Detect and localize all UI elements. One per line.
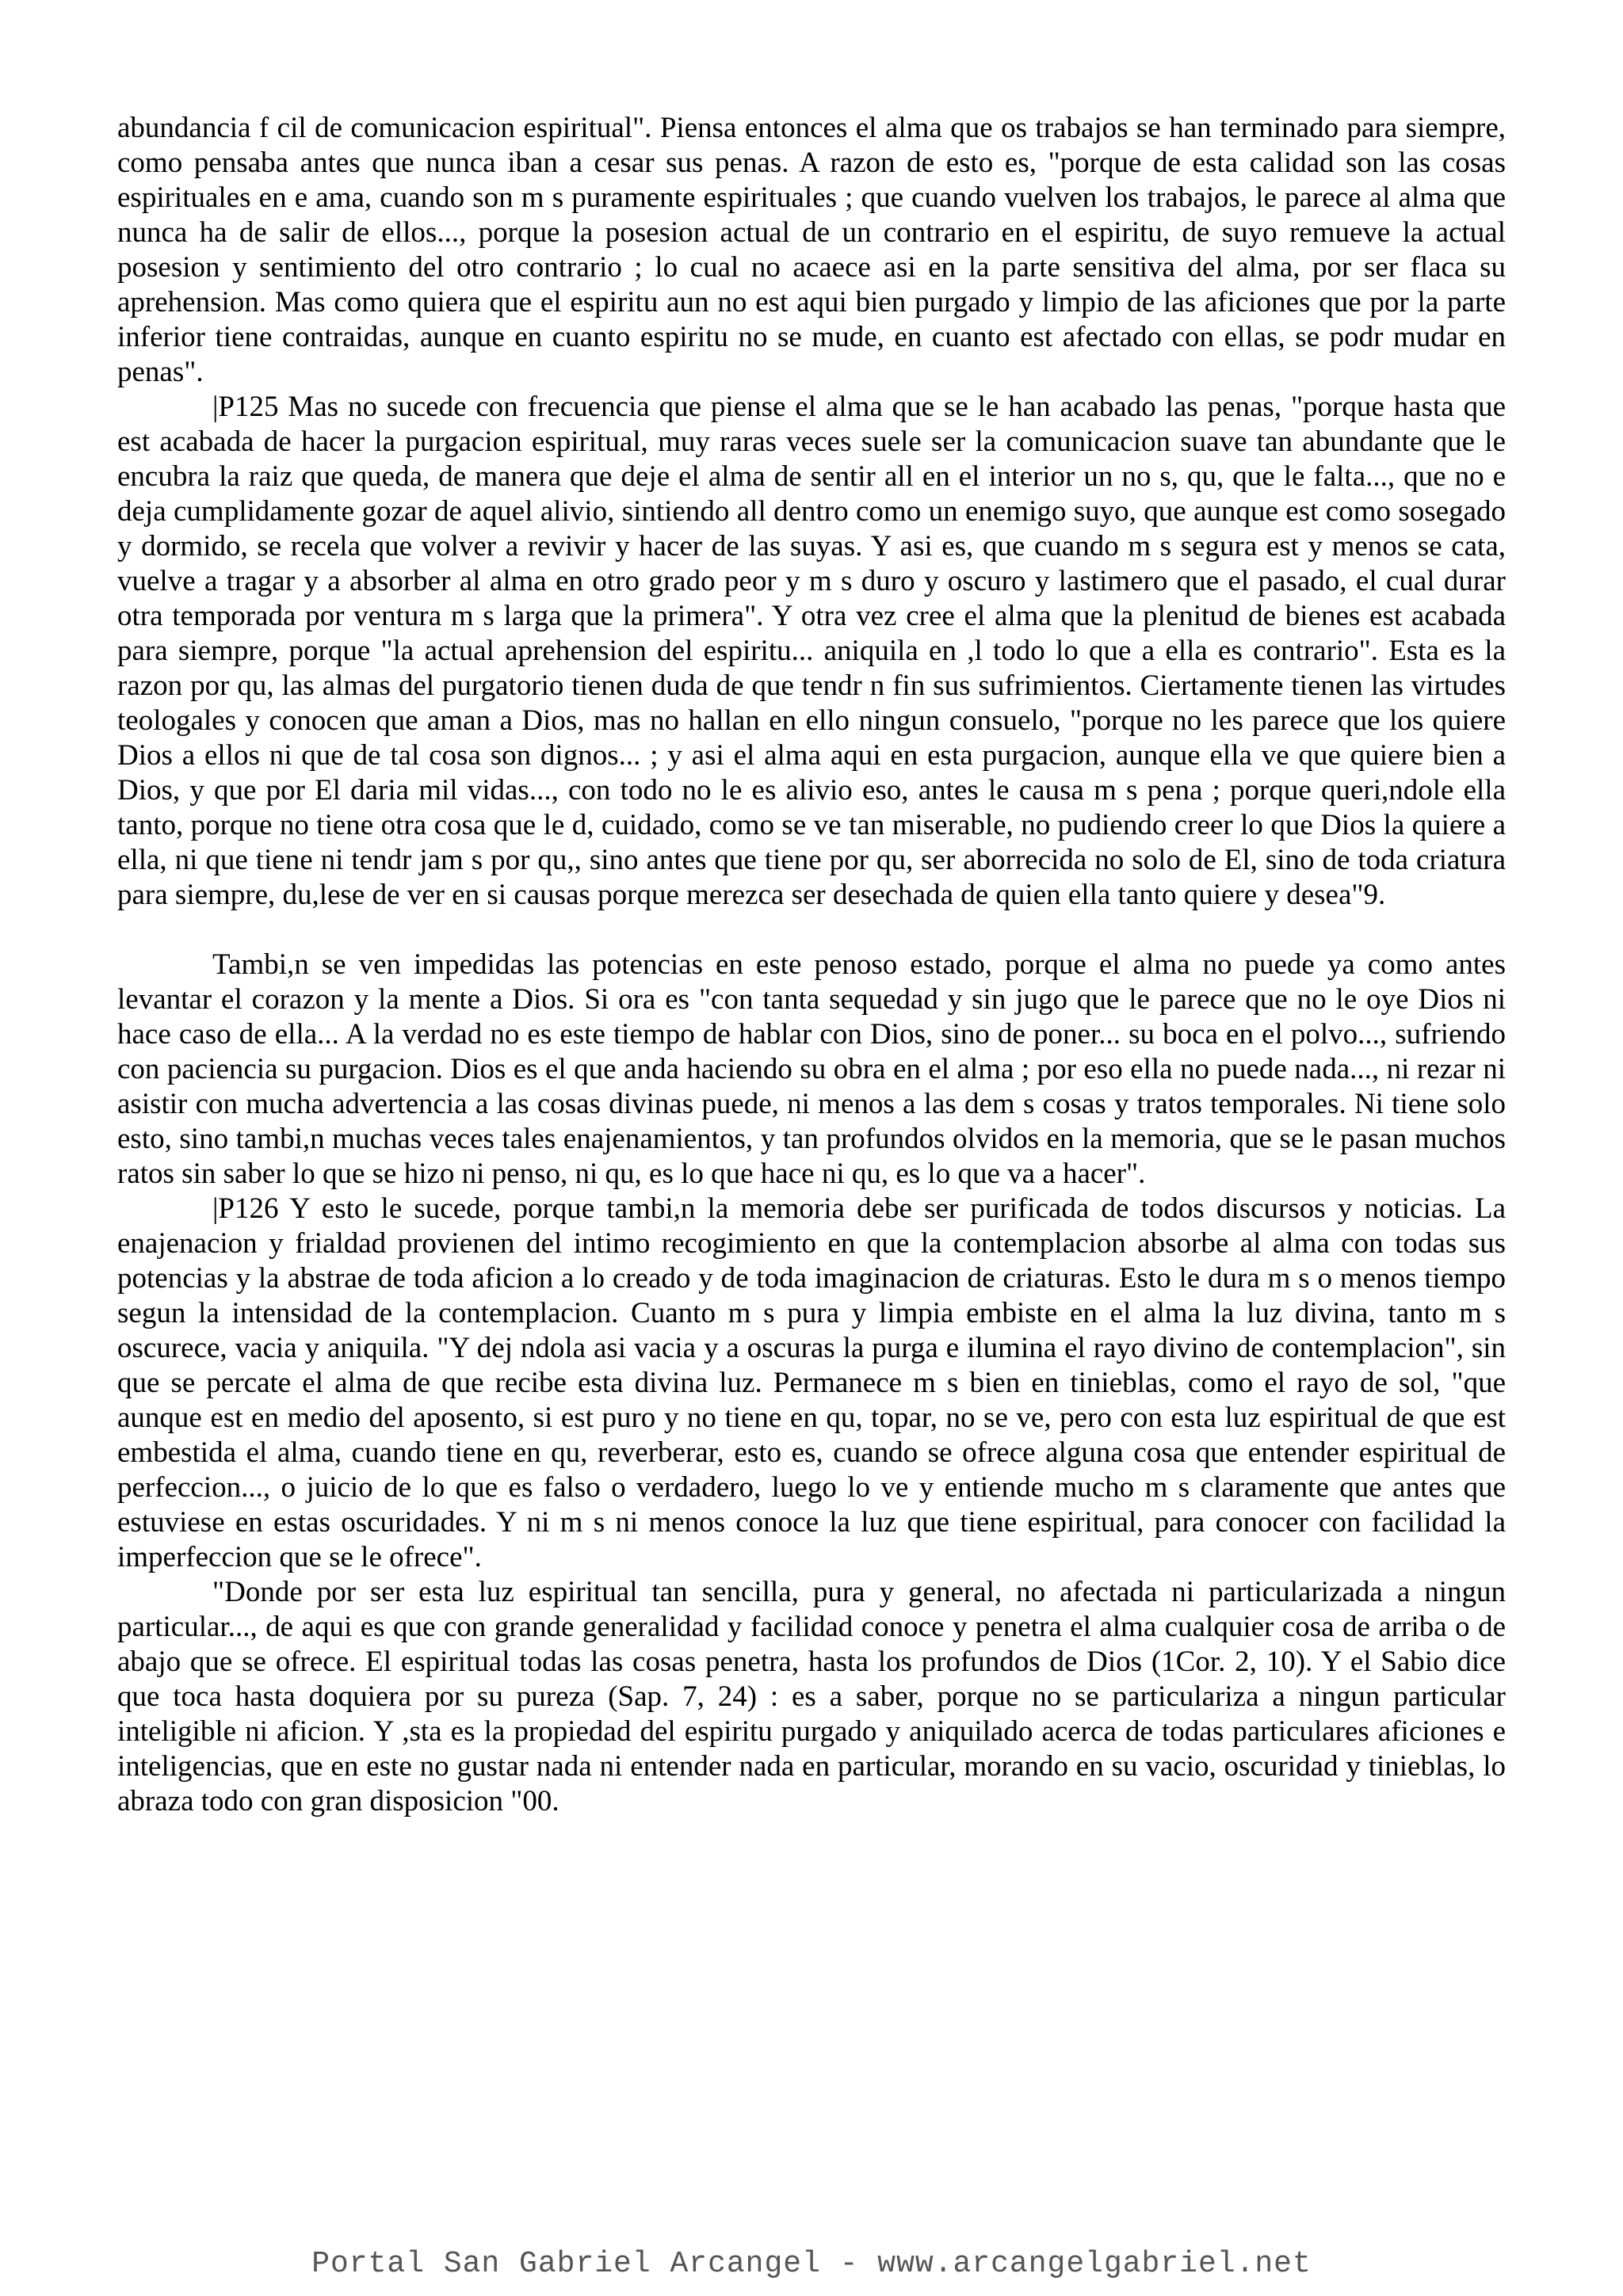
paragraph-p126: |P126 Y esto le sucede, porque tambi,n la memoria debe ser purificada de todos discursos y noticias. La enajenacion y frialdad provienen del intimo recogimiento en que la contemplacion absorbe al alma con todas sus potencias y la abstrae de toda aficion a lo creado y de toda imaginacion de criaturas. Esto le dura m s o menos tiempo segun la intensidad de la contemplacion. Cuanto m s pura y limpia embiste en el alma la luz divina, tanto m s oscurece, vacia y aniquila. "Y dej ndola asi vacia y a oscuras la purga e ilumina el rayo divino de contemplacion", sin que se percate el alma de que recibe esta divina luz. Permanece m s bien en tinieblas, como el rayo de sol, "que aunque est en medio del aposento, si est puro y no tiene en qu, topar, no se ve, pero con esta luz espiritual de que est embestida el alma, cuando tiene en qu, reverberar, esto es, cuando se ofrece alguna cosa que entender espiritual de perfeccion..., o juicio de lo que es falso o verdadero, luego lo ve y entiende mucho m s claramente que antes que estuviese en estas oscuridades. Y ni m s ni menos conoce la luz que tiene espiritual, para conocer con facilidad la imperfeccion que se le ofrece".: [117, 1192, 1506, 1573]
page-footer: Portal San Gabriel Arcangel - www.arcangelgabriel.net: [311, 2247, 1312, 2281]
paragraph-continuation: abundancia f cil de comunicacion espiritual". Piensa entonces el alma que os trabajos se han terminado para siempre, como pensaba antes que nunca iban a cesar sus penas. A razon de esto es, "porque de esta calidad son las cosas espirituales en e ama, cuando son m s puramente espirituales ; que cuando vuelven los trabajos, le parece al alma que nunca ha de salir de ellos..., porque la posesion actual de un contrario en el espiritu, de suyo remueve la actual posesion y sentimiento del otro contrario ; lo cual no acaece asi en la parte sensitiva del alma, por ser flaca su aprehension. Mas como quiera que el espiritu aun no est aqui bien purgado y limpio de las aficiones que por la parte inferior tiene contraidas, aunque en cuanto espiritu no se mude, en cuanto est afectado con ellas, se podr mudar en penas".: [117, 112, 1506, 388]
paragraph-p125: |P125 Mas no sucede con frecuencia que piense el alma que se le han acabado las penas, "porque hasta que est acabada de hacer la purgacion espiritual, muy raras veces suele ser la comunicacion suave tan abundante que le encubra la raiz que queda, de manera que deje el alma de sentir all en el interior un no s, qu, que le falta..., que no e deja cumplidamente gozar de aquel alivio, sintiendo all dentro como un enemigo suyo, que aunque est como sosegado y dormido, se recela que volver a revivir y hacer de las suyas. Y asi es, que cuando m s segura est y menos se cata, vuelve a tragar y a absorber al alma en otro grado peor y m s duro y oscuro y lastimero que el pasado, el cual durar otra temporada por ventura m s larga que la primera". Y otra vez cree el alma que la plenitud de bienes est acabada para siempre, porque "la actual aprehension del espiritu... aniquila en ,l todo lo que a ella es contrario". Esta es la razon por qu, las almas del purgatorio tienen duda de que tendr n fin sus sufrimientos. Ciertamente tienen las virtudes teologales y conocen que aman a Dios, mas no hallan en ello ningun consuelo, "porque no les parece que los quiere Dios a ellos ni que de tal cosa son dignos... ; y asi el alma aqui en esta purgacion, aunque ella ve que quiere bien a Dios, y que por El daria mil vidas..., con todo no le es alivio eso, antes le causa m s pena ; porque queri,ndole ella tanto, porque no tiene otra cosa que le d, cuidado, como se ve tan miserable, no pudiendo creer lo que Dios la quiere a ella, ni que tiene ni tendr jam s por qu,, sino antes que tiene por qu, ser aborrecida no solo de El, sino de toda criatura para siempre, du,lese de ver en si causas porque merezca ser desechada de quien ella tanto quiere y desea"9.: [117, 391, 1506, 911]
document-body: [117, 111, 1506, 1819]
paragraph-luz-espiritual: "Donde por ser esta luz espiritual tan sencilla, pura y general, no afectada ni particularizada a ningun particular..., de aqui es que con grande generalidad y facilidad conoce y penetra el alma cualquier cosa de arriba o de abajo que se ofrece. El espiritual todas las cosas penetra, hasta los profundos de Dios (1Cor. 2, 10). Y el Sabio dice que toca hasta doquiera por su pureza (Sap. 7, 24) : es a saber, porque no se particulariza a ningun particular inteligible ni aficion. Y ,sta es la propiedad del espiritu purgado y aniquilado acerca de todas particulares aficiones e inteligencias, que en este no gustar nada ni entender nada en particular, morando en su vacio, oscuridad y tinieblas, lo abraza todo con gran disposicion "00.: [117, 1576, 1506, 1817]
paragraph-potencias: Tambi,n se ven impedidas las potencias en este penoso estado, porque el alma no puede ya como antes levantar el corazon y la mente a Dios. Si ora es "con tanta sequedad y sin jugo que le parece que no le oye Dios ni hace caso de ella... A la verdad no es este tiempo de hablar con Dios, sino de poner... su boca en el polvo..., sufriendo con paciencia su purgacion. Dios es el que anda haciendo su obra en el alma ; por eso ella no puede nada..., ni rezar ni asistir con mucha advertencia a las cosas divinas puede, ni menos a las dem s cosas y tratos temporales. Ni tiene solo esto, sino tambi,n muchas veces tales enajenamientos, y tan profundos olvidos en la memoria, que se le pasan muchos ratos sin saber lo que se hizo ni penso, ni qu, es lo que hace ni qu, es lo que va a hacer".: [117, 948, 1506, 1190]
